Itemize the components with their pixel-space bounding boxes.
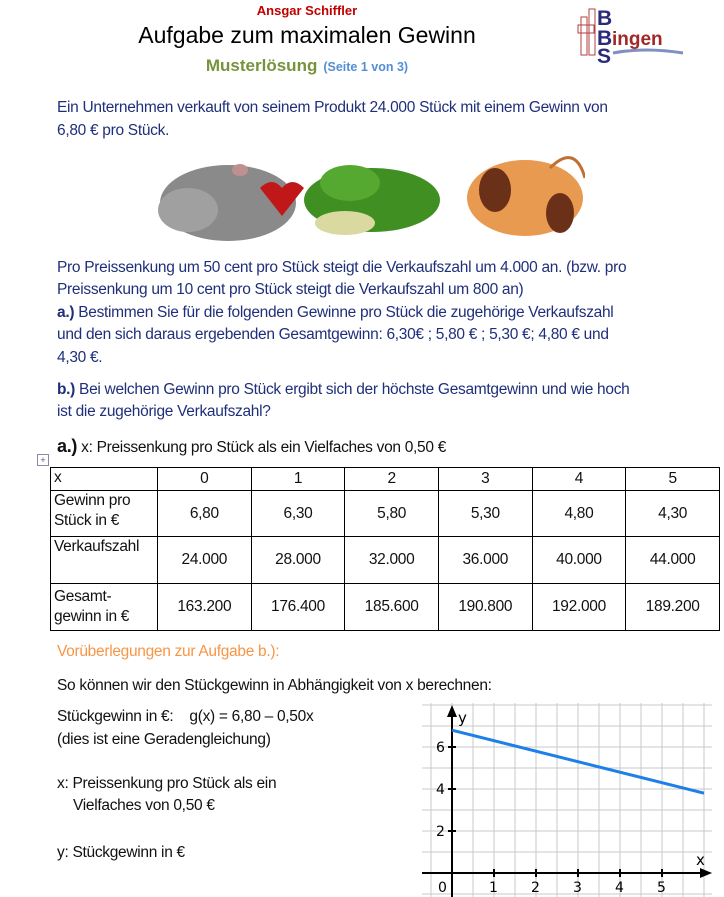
solution-a-label: a.) [57, 436, 78, 456]
author: Ansgar Schiffler [256, 3, 358, 18]
preliminary-line: y: Stückgewinn in € [57, 844, 185, 861]
line-chart [422, 703, 712, 897]
results-table [50, 467, 720, 631]
table-cell: 6,80 [158, 491, 252, 537]
table-cell: 5 [626, 468, 720, 491]
table-row [51, 491, 720, 537]
x-tick-label: 0 [438, 880, 447, 896]
task-b-line: ist die zugehörige Verkaufszahl? [57, 403, 271, 420]
task-a-label: a.) [57, 304, 75, 321]
task-b-line [57, 379, 629, 401]
dog-plush [467, 158, 585, 236]
table-cell: x [51, 468, 158, 491]
page-info: (Seite 1 von 3) [323, 60, 409, 74]
preliminary-line: x: Preissenkung pro Stück als ein [57, 775, 277, 792]
table-cell: Gesamt-gewinn in € [51, 584, 158, 631]
preliminary-intro: So können wir den Stückgewinn in Abhängigkeit von x berechnen: [57, 677, 492, 694]
table-cell: 6,30 [251, 491, 345, 537]
table-cell: 24.000 [158, 537, 252, 584]
svg-text:B: B [597, 7, 613, 30]
crocodile-plush [304, 165, 440, 235]
svg-text:B: B [597, 27, 613, 50]
table-cell: 190.800 [438, 584, 532, 631]
table-cell: 40.000 [532, 537, 626, 584]
table-cell: 0 [158, 468, 252, 491]
x-tick-label: 5 [657, 880, 666, 896]
preliminary-line: Vielfaches von 0,50 € [57, 797, 215, 814]
table-row [51, 537, 720, 584]
table-cell: 185.600 [345, 584, 439, 631]
intro-line: 6,80 € pro Stück. [57, 122, 170, 139]
task-line: Preissenkung um 10 cent pro Stück steigt die Verkaufszahl um 800 an) [57, 281, 524, 298]
svg-text:ingen: ingen [612, 29, 663, 50]
preliminary-line: (dies ist eine Geradengleichung) [57, 731, 271, 748]
task-a-line: 4,30 €. [57, 349, 103, 366]
x-tick-label: 2 [531, 880, 540, 896]
table-cell: 4,30 [626, 491, 720, 537]
table-cell: 4 [532, 468, 626, 491]
table-cell: 189.200 [626, 584, 720, 631]
table-move-handle-icon[interactable]: + [37, 454, 49, 466]
task-a-line [57, 302, 613, 324]
intro-line: Ein Unternehmen verkauft von seinem Produkt 24.000 Stück mit einem Gewinn von [57, 99, 608, 116]
preliminary-line: Stückgewinn in €: g(x) = 6,80 – 0,50x [57, 708, 314, 725]
table-cell: 44.000 [626, 537, 720, 584]
table-cell: Gewinn pro Stück in € [51, 491, 158, 537]
table-cell: 163.200 [158, 584, 252, 631]
plush-toys-image [150, 148, 585, 248]
bbs-bingen-logo [575, 3, 690, 65]
page-title: Aufgabe zum maximalen Gewinn [138, 22, 476, 48]
table-cell: 32.000 [345, 537, 439, 584]
x-tick-label: 3 [573, 880, 582, 896]
svg-text:S: S [597, 45, 612, 65]
task-a-text: Bestimmen Sie für die folgenden Gewinne pro Stück die zugehörige Verkaufszahl [74, 304, 614, 321]
table-cell: 1 [251, 468, 345, 491]
hippo-plush [158, 164, 304, 241]
table-header-row [51, 468, 720, 491]
subtitle [0, 56, 614, 76]
task-line: Pro Preissenkung um 50 cent pro Stück steigt die Verkaufszahl um 4.000 an. (bzw. pro [57, 259, 627, 276]
task-b-label: b.) [57, 381, 76, 398]
y-tick-label: 4 [436, 782, 445, 798]
x-tick-label: 4 [615, 880, 624, 896]
task-a-line: und den sich daraus ergebenden Gesamtgewinn: 6,30€ ; 5,80 € ; 5,30 €; 4,80 € und [57, 326, 609, 343]
table-row [51, 584, 720, 631]
solution-a-line [57, 435, 446, 459]
table-cell: 5,30 [438, 491, 532, 537]
table-cell: 5,80 [345, 491, 439, 537]
table-cell: 28.000 [251, 537, 345, 584]
y-axis-arrow-icon [447, 705, 457, 717]
table-cell: 192.000 [532, 584, 626, 631]
x-axis-label: x [696, 851, 705, 869]
task-b-text: Bei welchen Gewinn pro Stück ergibt sich der höchste Gesamtgewinn und wie hoch [75, 381, 630, 398]
x-tick-label: 1 [489, 880, 498, 896]
table-cell: 36.000 [438, 537, 532, 584]
table-cell: 4,80 [532, 491, 626, 537]
table-cell: 2 [345, 468, 439, 491]
table-cell: 3 [438, 468, 532, 491]
subtitle-text: Musterlösung [205, 56, 318, 75]
y-tick-label: 2 [436, 824, 445, 840]
y-axis-label: y [458, 709, 467, 727]
solution-a-text: x: Preissenkung pro Stück als ein Vielfaches von 0,50 € [77, 439, 447, 456]
table-cell: 176.400 [251, 584, 345, 631]
preliminary-heading: Vorüberlegungen zur Aufgabe b.): [57, 643, 280, 660]
y-tick-label: 6 [436, 740, 445, 756]
table-cell: Verkaufszahl [51, 537, 158, 584]
x-axis-arrow-icon [700, 868, 712, 878]
